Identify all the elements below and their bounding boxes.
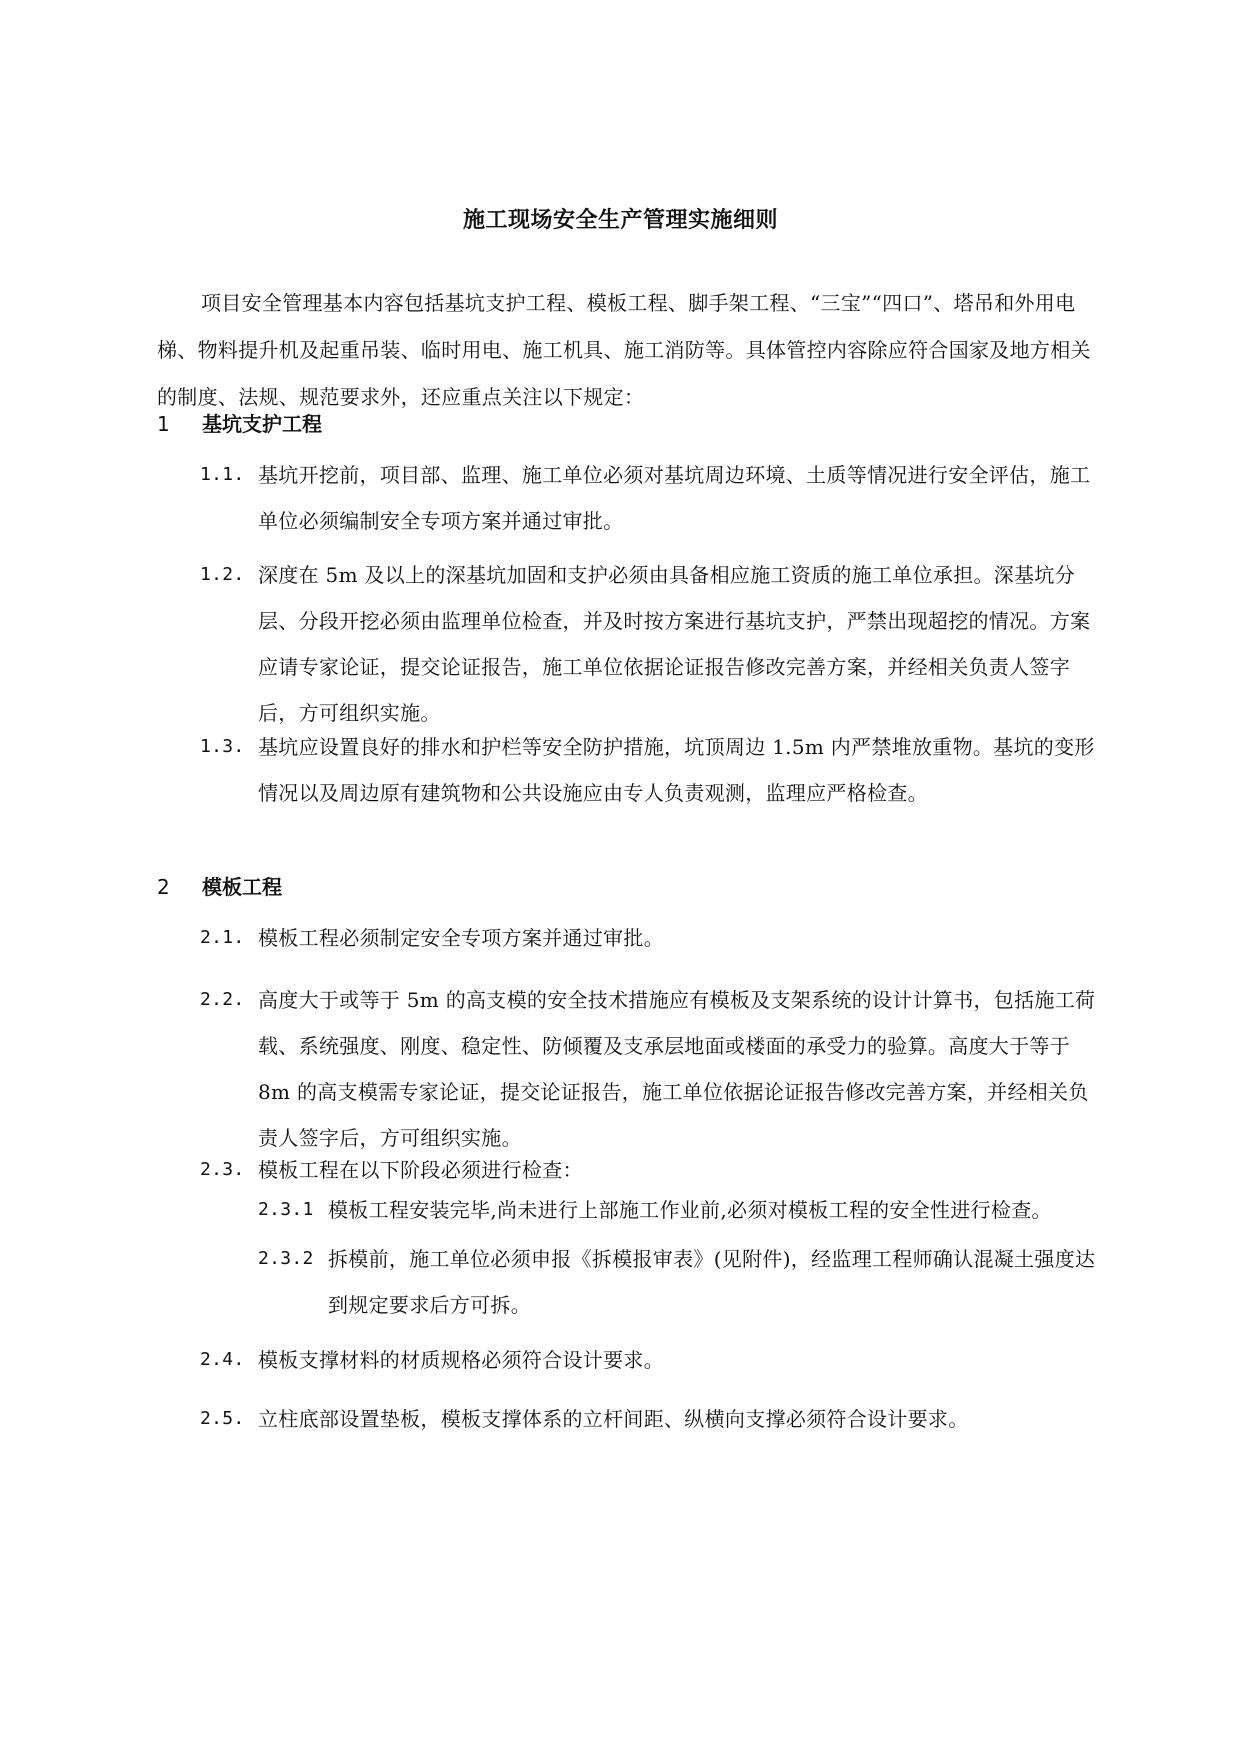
item-text: 基坑应设置良好的排水和护栏等安全防护措施，坑顶周边 1.5m 内严禁堆放重物。基坑的变形情况以及周边原有建筑物和公共设施应由专人负责观测，监理应严格检查。 [258, 735, 1095, 805]
item-number: 2.4. [200, 1349, 245, 1370]
section-number: 1 [157, 412, 170, 436]
intro-paragraph: 项目安全管理基本内容包括基坑支护工程、模板工程、脚手架工程、“三宝”“四口”、塔吊和外用电梯、物料提升机及起重吊装、临时用电、施工机具、施工消防等。具体管控内容除应符合国家及地方相关的制度、法规、规范要求外，还应重点关注以下规定： [157, 291, 1091, 409]
item-number: 2.3. [200, 1159, 245, 1180]
list-item-1-1 [200, 452, 1102, 544]
item-text: 深度在 5m 及以上的深基坑加固和支护必须由具备相应施工资质的施工单位承担。深基坑分层、分段开挖必须由监理单位检查，并及时按方案进行基坑支护，严禁出现超挖的情况。方案应请专家论证，提交论证报告，施工单位依据论证报告修改完善方案，并经相关负责人签字后，方可组织实施。 [258, 563, 1091, 725]
section-title: 模板工程 [202, 875, 282, 899]
item-text: 基坑开挖前，项目部、监理、施工单位必须对基坑周边环境、土质等情况进行安全评估，施工单位必须编制安全专项方案并通过审批。 [258, 463, 1091, 533]
sub-item-number: 2.3.1 [258, 1199, 314, 1220]
sub-item-text: 拆模前，施工单位必须申报《拆模报审表》(见附件)，经监理工程师确认混凝土强度达到规定要求后方可拆。 [328, 1247, 1096, 1317]
item-number: 2.5. [200, 1408, 245, 1429]
item-number: 1.1. [200, 464, 245, 485]
list-item-2-4 [200, 1337, 1102, 1383]
list-item-2-5 [200, 1396, 1102, 1442]
list-item-2-2 [200, 977, 1102, 1161]
item-text: 模板支撑材料的材质规格必须符合设计要求。 [258, 1348, 664, 1372]
section-number: 2 [157, 875, 170, 899]
item-text: 模板工程必须制定安全专项方案并通过审批。 [258, 926, 664, 950]
item-number: 2.1. [200, 927, 245, 948]
sub-item-text: 模板工程安装完毕,尚未进行上部施工作业前,必须对模板工程的安全性进行检查。 [328, 1198, 1052, 1222]
list-item-2-1 [200, 915, 1102, 961]
item-text: 高度大于或等于 5m 的高支模的安全技术措施应有模板及支架系统的设计计算书，包括施工荷载、系统强度、刚度、稳定性、防倾覆及支承层地面或楼面的承受力的验算。高度大于等于 8m 的高支模需专家论证，提交论证报告，施工单位依据论证报告修改完善方案，并经相关负责人签字后，方可组织实施。 [258, 988, 1096, 1150]
item-number: 2.2. [200, 989, 245, 1010]
item-text: 模板工程在以下阶段必须进行检查： [258, 1158, 583, 1182]
sub-item-number: 2.3.2 [258, 1248, 314, 1269]
item-text: 立柱底部设置垫板，模板支撑体系的立杆间距、纵横向支撑必须符合设计要求。 [258, 1407, 969, 1431]
list-item-1-2 [200, 552, 1102, 736]
sub-item-2-3-2 [258, 1236, 1102, 1328]
section-title: 基坑支护工程 [202, 412, 322, 436]
section-heading-1 [157, 408, 322, 437]
list-item-1-3 [200, 724, 1102, 816]
section-heading-2 [157, 871, 282, 900]
item-number: 1.3. [200, 736, 245, 757]
document-title: 施工现场安全生产管理实施细则 [462, 208, 778, 233]
item-number: 1.2. [200, 564, 245, 585]
sub-item-2-3-1 [258, 1187, 1102, 1233]
